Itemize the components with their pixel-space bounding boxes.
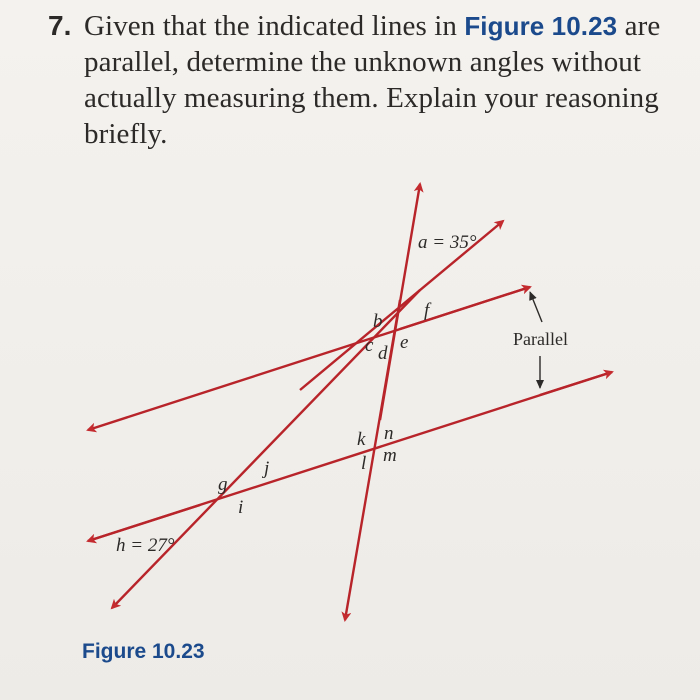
angle-l-label: l [361,453,367,474]
problem-number: 7. [48,10,72,41]
angle-f-label: f [424,300,430,321]
upper-parallel-line-right-end [400,287,530,329]
angle-h-label: h = 27° [116,535,175,556]
figure-reference: Figure 10.23 [464,11,618,41]
angle-i-label: i [238,497,244,518]
angle-c-label: c [365,335,374,356]
problem-text-before: Given that the indicated lines in [84,10,465,42]
angle-g-label: g [218,474,228,495]
lower-parallel-line-right-end [540,372,612,395]
angle-d-label: d [378,343,388,364]
angle-e-label: e [400,332,409,353]
problem-text-after: are parallel, determine the unknown angles without actually measuring them. Explain your reasoning briefly. [84,10,661,150]
angle-m-label: m [383,445,397,466]
angle-a-label: a = 35° [418,232,477,253]
angle-j-label: j [264,458,270,479]
angle-b-label: b [373,311,383,332]
angle-n-label: n [384,423,394,444]
figure-caption: Figure 10.23 [82,640,205,663]
parallel-arrow-up [530,292,542,322]
angle-k-label: k [357,429,366,450]
parallel-label: Parallel [513,329,568,349]
